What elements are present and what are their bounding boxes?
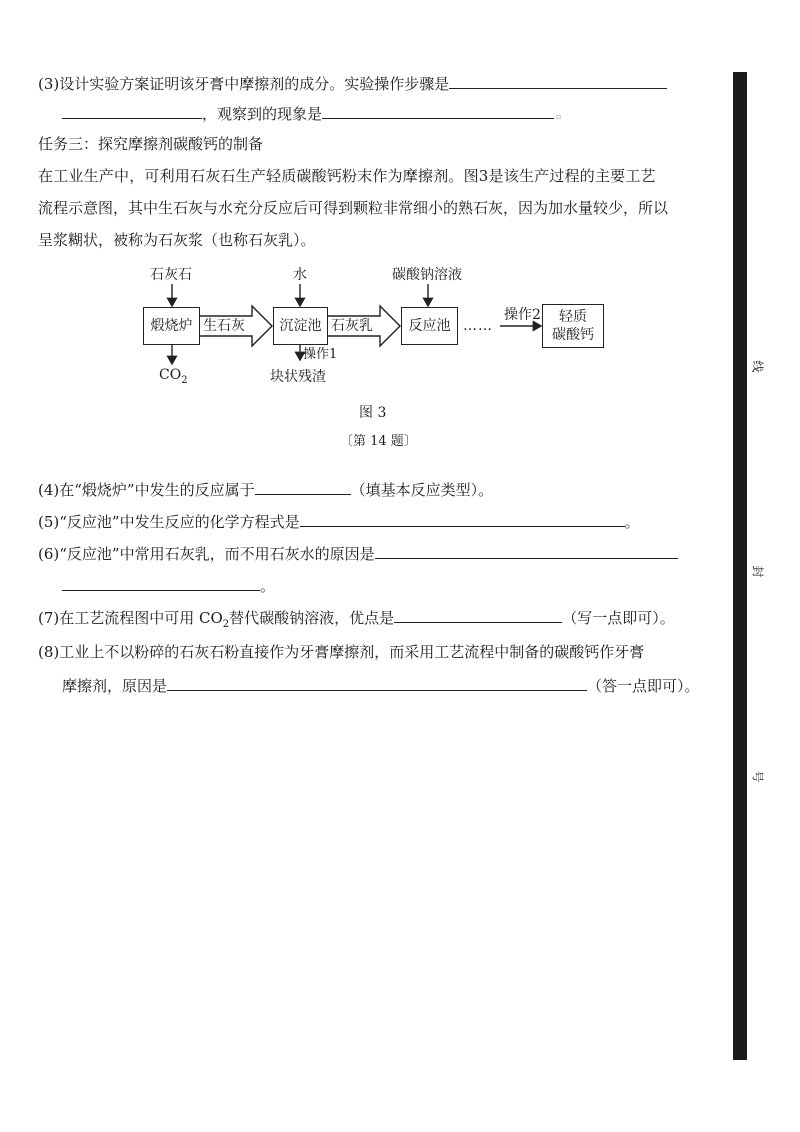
margin-mark-seal: 封 [750,565,765,578]
label-co2 [159,366,188,384]
q6-line1 [38,544,678,564]
q5-answer-blank[interactable] [300,512,625,527]
q8-line1: (8)工业上不以粉碎的石灰石粉直接作为牙膏摩擦剂，而采用工艺流程中制备的碳酸钙作牙膏 [38,643,645,661]
q5-end: 。 [624,513,640,531]
label-ellipsis: …… [463,318,493,334]
intro-line-2: 流程示意图，其中生石灰与水充分反应后可得到颗粒非常细小的熟石灰，因为加水量较少，所以 [38,199,669,217]
q7-co2-subscript: 2 [222,619,230,630]
q3-text: (3)设计实验方案证明该牙膏中摩擦剂的成分。实验操作步骤是 [38,75,450,93]
q7-text-pre: (7)在工艺流程图中可用 CO [38,609,223,627]
binding-margin-bar [733,72,747,1060]
intro-line-1: 在工业生产中，可利用石灰石生产轻质碳酸钙粉末作为摩擦剂。图3是该生产过程的主要工艺 [38,167,656,185]
q6-answer-blank-1[interactable] [375,544,678,559]
q3-mark: ▫ [556,112,562,121]
q3-text-2: ，观察到的现象是 [202,105,323,123]
label-residue: 块状残渣 [270,369,326,385]
label-water: 水 [293,267,307,283]
product-line-2: 碳酸钙 [552,327,594,343]
q4-text: (4)在“煅烧炉”中发生的反应属于 [38,481,255,499]
label-sodium-carbonate: 碳酸钠溶液 [392,267,462,283]
margin-mark-number: 号 [750,770,765,783]
label-limemilk: 石灰乳 [331,318,373,334]
label-limestone: 石灰石 [150,267,192,283]
q4-line [38,480,493,500]
box-light-calcium-carbonate [542,304,604,348]
box-settling-tank: 沉淀池 [273,307,328,345]
q7-text-mid: 替代碳酸钠溶液，优点是 [229,609,395,627]
q7-hint: （写一点即可）。 [562,609,675,627]
box-reactor: 反应池 [401,307,458,345]
q6-end: 。 [260,577,276,595]
q5-line [38,512,640,532]
intro-line-3: 呈浆糊状，被称为石灰浆（也称石灰乳）。 [38,231,316,249]
task3-title: 任务三：探究摩擦剂碳酸钙的制备 [38,135,264,153]
product-line-1: 轻质 [559,309,587,325]
label-operation1: 操作1 [303,347,338,362]
q4-answer-blank[interactable] [255,480,351,495]
label-operation2: 操作2 [504,307,541,323]
co2-text: CO [159,367,182,383]
q7-line [38,608,675,628]
figure-caption: 图 3 [359,405,387,421]
label-quicklime: 生石灰 [203,318,245,334]
q7-answer-blank[interactable] [394,608,562,623]
q5-text: (5)“反应池”中发生反应的化学方程式是 [38,513,300,531]
margin-mark-line: 线 [750,360,765,373]
question-tag: 〔第 14 题〕 [340,434,417,449]
q6-answer-blank-2[interactable] [62,576,260,591]
co2-subscript: 2 [181,374,188,386]
q8-line2 [62,676,700,696]
q8-hint: （答一点即可）。 [587,677,700,695]
q8-answer-blank[interactable] [167,676,587,691]
q6-line2 [62,576,275,596]
q8-text: 摩擦剂，原因是 [62,677,168,695]
q6-text: (6)“反应池”中常用石灰乳，而不用石灰水的原因是 [38,545,375,563]
diagram-arrows [0,0,800,400]
q4-hint: （填基本反应类型）。 [350,481,494,499]
box-furnace: 煅烧炉 [143,307,200,345]
